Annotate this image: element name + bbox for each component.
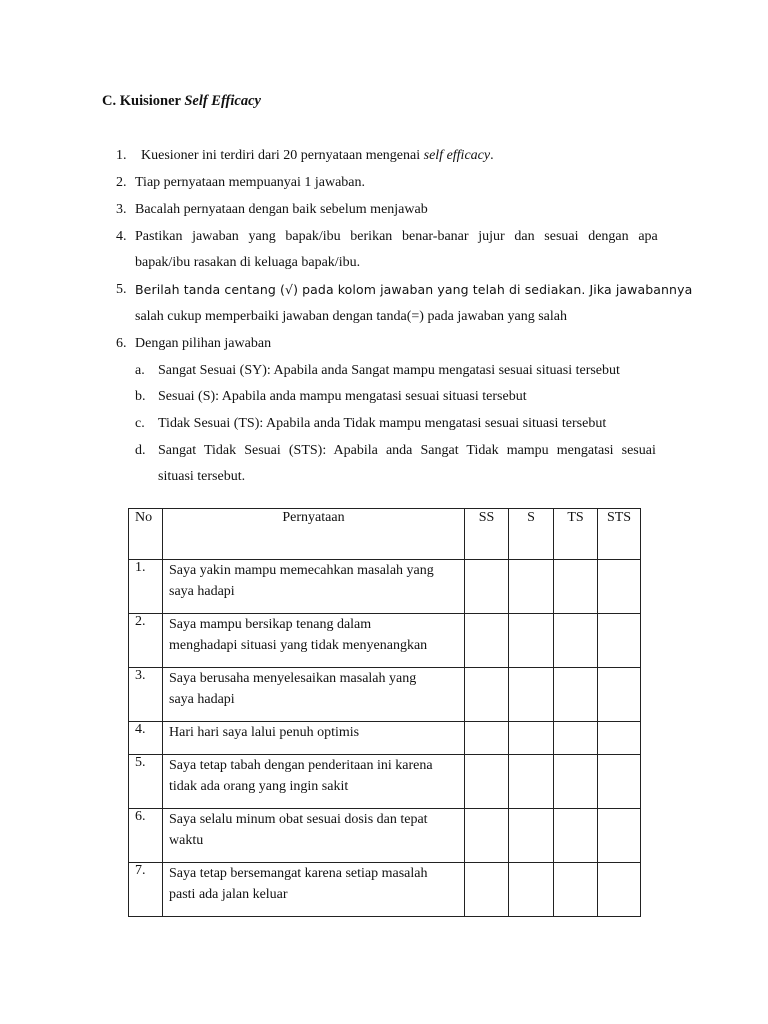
instruction-text-continued: salah cukup memperbaiki jawaban dengan tanda(=) pada jawaban yang salah: [135, 309, 567, 324]
statement-cell: [163, 614, 465, 668]
answer-cell-sts[interactable]: [598, 560, 641, 614]
table-row: [129, 560, 641, 614]
table-header-row: [129, 509, 641, 560]
answer-cell-s[interactable]: [509, 863, 554, 917]
statement-line: Saya berusaha menyelesaikan masalah yang: [169, 671, 417, 686]
answer-cell-ts[interactable]: [554, 755, 598, 809]
statement-line: pasti ada jalan keluar: [169, 887, 288, 902]
answer-cell-ts[interactable]: [554, 560, 598, 614]
answer-cell-sts[interactable]: [598, 722, 641, 755]
answer-cell-s[interactable]: [509, 560, 554, 614]
statement-cell: [163, 863, 465, 917]
answer-cell-ss[interactable]: [465, 614, 509, 668]
instruction-text-italic: self efficacy: [423, 148, 491, 163]
table-row: [129, 722, 641, 755]
row-number: 1.: [129, 560, 163, 614]
option-text-continued: situasi tersebut.: [158, 469, 246, 484]
statement-cell: [163, 755, 465, 809]
item-number: 2.: [116, 175, 127, 190]
table-row: [129, 755, 641, 809]
row-number: 4.: [129, 722, 163, 755]
option-letter: a.: [135, 363, 145, 378]
answer-cell-s[interactable]: [509, 722, 554, 755]
answer-cell-ss[interactable]: [465, 809, 509, 863]
column-header-ss: SS: [465, 509, 509, 560]
statement-line: Saya mampu bersikap tenang dalam: [169, 617, 372, 632]
answer-cell-ts[interactable]: [554, 668, 598, 722]
statement-line: Saya tetap bersemangat karena setiap masalah: [169, 866, 428, 881]
statement-line: menghadapi situasi yang tidak menyenangkan: [169, 638, 428, 653]
instruction-item: [141, 147, 494, 165]
questionnaire-table: [128, 508, 641, 917]
answer-cell-s[interactable]: [509, 809, 554, 863]
option-letter: b.: [135, 389, 146, 404]
table-row: [129, 614, 641, 668]
table-row: [129, 809, 641, 863]
statement-line: saya hadapi: [169, 584, 235, 599]
statement-line: Saya yakin mampu memecahkan masalah yang: [169, 563, 434, 578]
statement-cell: [163, 560, 465, 614]
column-header-ts: TS: [554, 509, 598, 560]
item-number: 6.: [116, 336, 127, 351]
answer-cell-ts[interactable]: [554, 863, 598, 917]
row-number: 5.: [129, 755, 163, 809]
item-number: 5.: [116, 282, 127, 297]
answer-cell-sts[interactable]: [598, 614, 641, 668]
answer-cell-ts[interactable]: [554, 722, 598, 755]
option-text: Sesuai (S): Apabila anda mampu mengatasi sesuai situasi tersebut: [158, 389, 527, 404]
statement-cell: [163, 722, 465, 755]
option-text: Sangat Sesuai (SY): Apabila anda Sangat mampu mengatasi sesuai situasi tersebut: [158, 363, 620, 378]
option-text: Sangat Tidak Sesuai (STS): Apabila anda Sangat Tidak mampu mengatasi sesuai: [158, 443, 656, 458]
instruction-text-end: .: [490, 148, 494, 163]
column-header-s: S: [509, 509, 554, 560]
answer-cell-ss[interactable]: [465, 722, 509, 755]
answer-cell-sts[interactable]: [598, 809, 641, 863]
item-number: 1.: [116, 148, 127, 163]
instruction-text-continued: bapak/ibu rasakan di keluaga bapak/ibu.: [135, 255, 361, 270]
row-number: 6.: [129, 809, 163, 863]
instruction-text: Tiap pernyataan mempuanyai 1 jawaban.: [135, 175, 366, 190]
statement-cell: [163, 668, 465, 722]
section-heading: [102, 93, 261, 110]
table-row: [129, 863, 641, 917]
option-letter: c.: [135, 416, 145, 431]
answer-cell-sts[interactable]: [598, 668, 641, 722]
answer-cell-ss[interactable]: [465, 863, 509, 917]
row-number: 7.: [129, 863, 163, 917]
answer-cell-ts[interactable]: [554, 809, 598, 863]
row-number: 3.: [129, 668, 163, 722]
statement-line: Saya selalu minum obat sesuai dosis dan tepat: [169, 812, 428, 827]
instruction-text: Pastikan jawaban yang bapak/ibu berikan benar-banar jujur dan sesuai dengan apa: [135, 229, 658, 244]
instruction-text: Bacalah pernyataan dengan baik sebelum menjawab: [135, 202, 428, 217]
instruction-text: Dengan pilihan jawaban: [135, 336, 272, 351]
option-letter: d.: [135, 443, 146, 458]
column-header-no: No: [129, 509, 163, 560]
answer-cell-s[interactable]: [509, 755, 554, 809]
section-heading-prefix: C. Kuisioner: [102, 93, 185, 109]
statement-line: Hari hari saya lalui penuh optimis: [169, 725, 360, 740]
answer-cell-sts[interactable]: [598, 863, 641, 917]
answer-cell-ss[interactable]: [465, 668, 509, 722]
instruction-text: Kuesioner ini terdiri dari 20 pernyataan mengenai: [141, 148, 424, 163]
option-text: Tidak Sesuai (TS): Apabila anda Tidak mampu mengatasi sesuai situasi tersebut: [158, 416, 607, 431]
statement-line: saya hadapi: [169, 692, 235, 707]
statement-line: waktu: [169, 833, 204, 848]
answer-cell-sts[interactable]: [598, 755, 641, 809]
item-number: 4.: [116, 229, 127, 244]
column-header-statement: Pernyataan: [163, 509, 465, 560]
column-header-sts: STS: [598, 509, 641, 560]
section-heading-italic: Self Efficacy: [184, 93, 261, 109]
table-row: [129, 668, 641, 722]
answer-cell-s[interactable]: [509, 614, 554, 668]
row-number: 2.: [129, 614, 163, 668]
answer-cell-ts[interactable]: [554, 614, 598, 668]
answer-cell-s[interactable]: [509, 668, 554, 722]
answer-cell-ss[interactable]: [465, 560, 509, 614]
statement-cell: [163, 809, 465, 863]
statement-line: Saya tetap tabah dengan penderitaan ini karena: [169, 758, 433, 773]
instruction-text: Berilah tanda centang (√) pada kolom jawaban yang telah di sediakan. Jika jawabannya: [135, 282, 693, 297]
item-number: 3.: [116, 202, 127, 217]
statement-line: tidak ada orang yang ingin sakit: [169, 779, 349, 794]
answer-cell-ss[interactable]: [465, 755, 509, 809]
